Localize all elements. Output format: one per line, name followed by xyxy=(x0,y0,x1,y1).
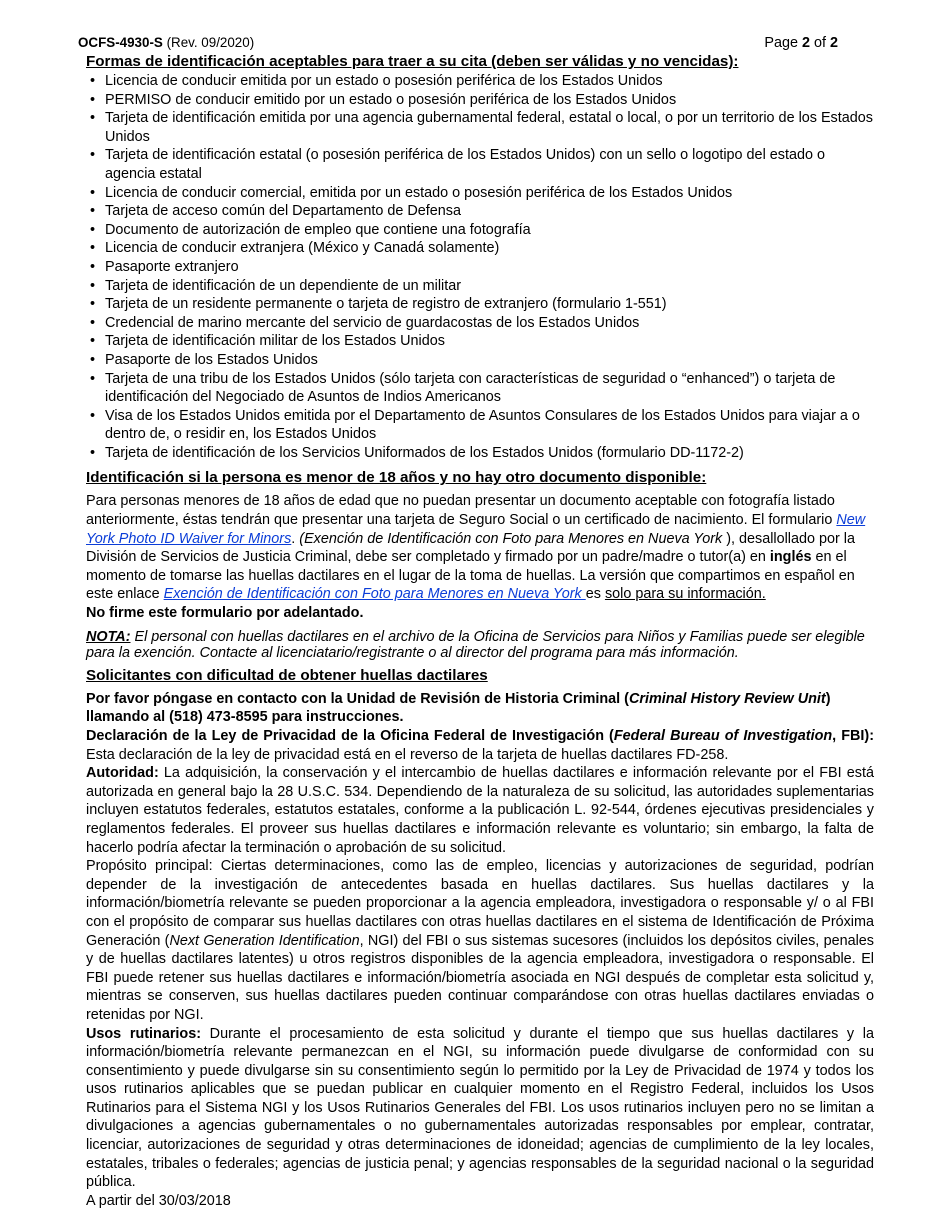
acceptable-id-item: • Pasaporte extranjero xyxy=(105,258,874,277)
acceptable-id-item: • PERMISO de conducir emitido por un estado o posesión periférica de los Estados Unidos xyxy=(105,91,874,110)
page-header xyxy=(78,34,838,52)
acceptable-id-item: • Tarjeta de identificación militar de los Estados Unidos xyxy=(105,332,874,351)
acceptable-id-item: • Licencia de conducir emitida por un estado o posesión periférica de los Estados Unidos xyxy=(105,72,874,91)
acceptable-id-item: • Pasaporte de los Estados Unidos xyxy=(105,351,874,370)
nota-label: NOTA: xyxy=(86,628,131,645)
page-number: Page 2 of 2 xyxy=(764,35,838,51)
acceptable-id-item: • Tarjeta de un residente permanente o tarjeta de registro de extranjero (formulario 1-551) xyxy=(105,295,874,314)
ny-photo-id-waiver-link[interactable]: New York Photo ID Waiver for Minors xyxy=(86,512,866,547)
acceptable-id-item: • Tarjeta de identificación estatal (o posesión periférica de los Estados Unidos) con un sello o logotipo del estado o agencia estatal xyxy=(105,146,874,183)
acceptable-id-item: • Licencia de conducir extranjera (México y Canadá solamente) xyxy=(105,239,874,258)
nota-paragraph: NOTA: El personal con huellas dactilares en el archivo de la Oficina de Servicios para Niños y Familias puede ser elegible para la exención. Contacte al licenciatario/registrante o al director del programa para más información. xyxy=(86,628,865,662)
acceptable-id-item: • Licencia de conducir comercial, emitida por un estado o posesión periférica de los Estados Unidos xyxy=(105,184,874,203)
do-not-sign-warning: No firme este formulario por adelantado. xyxy=(86,605,364,622)
acceptable-id-item: • Tarjeta de identificación emitida por una agencia gubernamental federal, estatal o local, o por un territorio de los Estados Unidos xyxy=(105,109,874,146)
minor-id-paragraph: Para personas menores de 18 años de edad que no puedan presentar un documento aceptable con fotografía listado anteriormente, éstas tendrán que presentar una tarjeta de Seguro Social o un certificado de nacimiento. El formulario New York Photo ID Waiver for Minors. (Exención de Identificación con Foto para Menores en Nueva York ), desallollado por la División de Servicios de Justicia Criminal, debe ser completado y firmado por un padre/madre o tutor(a) en inglés en el momento de tomarse las huellas dactilares en el lugar de la toma de huellas. La versión que compartimos en español en este enlace Exención de Identificación con Foto para Menores en Nueva York es solo para su información. xyxy=(86,493,866,603)
form-id: OCFS-4930-S xyxy=(78,35,163,50)
acceptable-id-item: • Tarjeta de identificación de un dependiente de un militar xyxy=(105,277,874,296)
form-revision: (Rev. 09/2020) xyxy=(166,35,255,50)
acceptable-id-item: • Tarjeta de acceso común del Departamento de Defensa xyxy=(105,202,874,221)
acceptable-id-item: • Credencial de marino mercante del servicio de guardacostas de los Estados Unidos xyxy=(105,314,874,333)
form-id-line xyxy=(78,34,254,53)
acceptable-id-item: • Tarjeta de identificación de los Servicios Uniformados de los Estados Unidos (formulario DD-1172-2) xyxy=(105,444,874,463)
difficulty-heading: Solicitantes con dificultad de obtener huellas dactilares xyxy=(86,666,488,684)
acceptable-id-item: • Tarjeta de una tribu de los Estados Unidos (sólo tarjeta con características de seguridad o “enhanced”) o tarjeta de identificación del Negociado de Asuntos de Indios Americanos xyxy=(105,370,874,407)
routine-uses-paragraph: Usos rutinarios: Durante el procesamiento de esta solicitud y durante el tiempo que sus huellas dactilares y la información/biometría relevante permanezcan en el NGI, su información puede divulgarse de conformidad con su consentimiento y puede divulgarse sin su consentimiento según lo permitido por la Ley de Privacidad de 1974 y todos los usos rutinarios aplicables que se puedan publicar en cualquier momento en el Registro Federal, incluidos los Usos Rutinarios para el Sistema NGI y los Usos Rutinarios Generales del FBI. Los usos rutinarios incluyen pero no se limitan a divulgaciones a agencias gubernamentales o no gubernamentales autorizadas responsables por emplear, contratar, licenciar, autorizaciones de seguridad y otras determinaciones de idoneidad; agencias de cumplimiento de la ley locales, estatales, tribales o federales; agencias de justicia penal; y agencias responsables de la seguridad nacional o la seguridad pública. xyxy=(86,1025,874,1191)
contact-paragraph: Por favor póngase en contacto con la Unidad de Revisión de Historia Criminal (Criminal History Review Unit) llamando al (518) 473-8595 para instrucciones. xyxy=(86,690,831,726)
acceptable-id-list xyxy=(86,72,874,462)
minor-id-heading: Identificación si la persona es menor de 18 años y no hay otro documento disponible: xyxy=(86,469,707,487)
document-body xyxy=(86,52,874,1210)
acceptable-id-item: • Documento de autorización de empleo que contiene una fotografía xyxy=(105,221,874,240)
authority-paragraph: Autoridad: La adquisición, la conservación y el intercambio de huellas dactilares e información relevante por el FBI está autorizada en general bajo la 28 U.S.C. 534. Dependiendo de la naturaleza de su solicitud, las autoridades suplementarias incluyen estatutos federales, estatutos estatales, conforme a la publicación L. 92-544, órdenes ejecutivas presidenciales y reglamentos federales. El proveer sus huellas dactilares e información relevante es voluntario; sin embargo, la falta de hacerlo podría afectar la terminación o aprobación de su solicitud. xyxy=(86,765,874,856)
effective-date: A partir del 30/03/2018 xyxy=(86,1192,231,1209)
acceptable-id-item: • Visa de los Estados Unidos emitida por el Departamento de Asuntos Consulares de los Estados Unidos para viajar a o dentro de, o residir en, los Estados Unidos xyxy=(105,407,874,444)
privacy-declaration: Declaración de la Ley de Privacidad de la Oficina Federal de Investigación (Federal Bureau of Investigation, FBI): Esta declaración de la ley de privacidad está en el reverso de la tarjeta de huellas dactilares FD-258. xyxy=(86,728,875,763)
spanish-waiver-link[interactable]: Exención de Identificación con Foto para Menores en Nueva York xyxy=(163,586,586,603)
acceptable-id-heading: Formas de identificación aceptables para traer a su cita (deben ser válidas y no vencidas): xyxy=(86,53,739,70)
purpose-paragraph: Propósito principal: Ciertas determinaciones, como las de empleo, licencias y autorizaciones de seguridad, podrían depender de la investigación de antecedentes basada en huellas dactilares. Sus huellas dactilares y la información/biometría relevante se pueden proporcionar a la agencia empleadora, investigadora o responsable y/ o al FBI con el propósito de comparar sus huellas dactilares con otras huellas dactilares en el sistema de Identificación de Próxima Generación (Next Generation Identification, NGI) del FBI o sus sistemas sucesores (incluidos los depósitos civiles, penales y de huellas dactilares latentes) u otros registros disponibles de la agencia empleadora, investigadora o responsable. El FBI puede retener sus huellas dactilares e información/biometría asociada en NGI después de completar esta solicitud y, mientras se conserven, sus huellas dactilares pueden continuar comparándose con otras huellas dactilares enviadas o retenidas por NGI. xyxy=(86,858,874,1023)
